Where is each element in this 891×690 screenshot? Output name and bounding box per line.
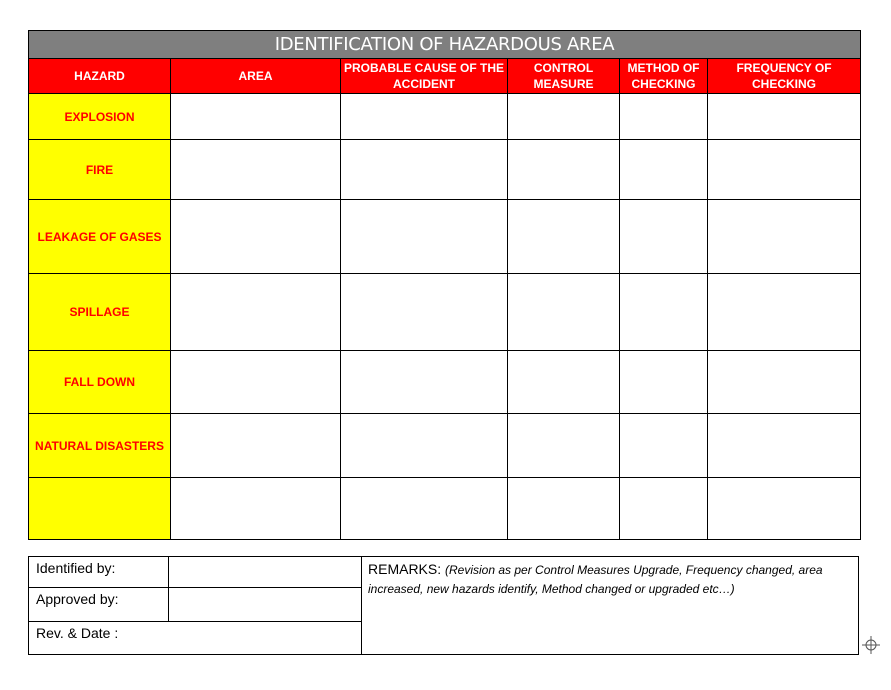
hazard-cell: SPILLAGE (29, 274, 171, 351)
area-cell[interactable] (171, 351, 341, 414)
cause-cell[interactable] (341, 351, 508, 414)
column-header-control-measure: CONTROL MEASURE (508, 59, 620, 94)
column-header-probable-cause: PROBABLE CAUSE OF THE ACCIDENT (341, 59, 508, 94)
method-cell[interactable] (620, 274, 708, 351)
table-row (29, 94, 861, 140)
remarks-box[interactable] (362, 557, 859, 655)
approved-by-label: Approved by: (29, 588, 169, 622)
cause-cell[interactable] (341, 140, 508, 200)
column-header-hazard: HAZARD (29, 59, 171, 94)
table-row (29, 478, 861, 540)
control-cell[interactable] (508, 200, 620, 274)
column-header-method-of-checking: METHOD OF CHECKING (620, 59, 708, 94)
control-cell[interactable] (508, 478, 620, 540)
table-title: IDENTIFICATION OF HAZARDOUS AREA (29, 31, 861, 59)
frequency-cell[interactable] (708, 478, 861, 540)
rev-date-label[interactable]: Rev. & Date : (29, 622, 362, 655)
signoff-table (28, 556, 859, 655)
column-header-frequency-of-checking: FREQUENCY OF CHECKING (708, 59, 861, 94)
method-cell[interactable] (620, 414, 708, 478)
identified-by-label: Identified by: (29, 557, 169, 588)
area-cell[interactable] (171, 140, 341, 200)
table-row (29, 414, 861, 478)
frequency-cell[interactable] (708, 200, 861, 274)
control-cell[interactable] (508, 414, 620, 478)
control-cell[interactable] (508, 351, 620, 414)
control-cell[interactable] (508, 140, 620, 200)
approved-by-field[interactable] (169, 588, 362, 622)
hazard-cell: EXPLOSION (29, 94, 171, 140)
table-row (29, 351, 861, 414)
frequency-cell[interactable] (708, 414, 861, 478)
method-cell[interactable] (620, 200, 708, 274)
header-row (29, 59, 861, 94)
identified-row (29, 557, 859, 588)
cause-cell[interactable] (341, 94, 508, 140)
remarks-label: REMARKS: (368, 561, 442, 577)
hazard-table (28, 30, 861, 540)
table-row (29, 274, 861, 351)
frequency-cell[interactable] (708, 274, 861, 351)
crosshair-icon (862, 636, 880, 654)
hazard-cell: FIRE (29, 140, 171, 200)
cause-cell[interactable] (341, 274, 508, 351)
method-cell[interactable] (620, 351, 708, 414)
table-row (29, 200, 861, 274)
frequency-cell[interactable] (708, 140, 861, 200)
frequency-cell[interactable] (708, 94, 861, 140)
hazard-cell: NATURAL DISASTERS (29, 414, 171, 478)
method-cell[interactable] (620, 478, 708, 540)
area-cell[interactable] (171, 274, 341, 351)
frequency-cell[interactable] (708, 351, 861, 414)
area-cell[interactable] (171, 94, 341, 140)
area-cell[interactable] (171, 200, 341, 274)
remarks-note: (Revision as per Control Measures Upgrade, Frequency changed, area increased, new hazards identify, Method changed or upgraded etc…) (368, 563, 823, 596)
cause-cell[interactable] (341, 200, 508, 274)
control-cell[interactable] (508, 274, 620, 351)
column-header-area: AREA (171, 59, 341, 94)
table-row (29, 140, 861, 200)
title-row (29, 31, 861, 59)
method-cell[interactable] (620, 94, 708, 140)
hazard-cell: LEAKAGE OF GASES (29, 200, 171, 274)
control-cell[interactable] (508, 94, 620, 140)
method-cell[interactable] (620, 140, 708, 200)
cause-cell[interactable] (341, 414, 508, 478)
area-cell[interactable] (171, 478, 341, 540)
area-cell[interactable] (171, 414, 341, 478)
identified-by-field[interactable] (169, 557, 362, 588)
cause-cell[interactable] (341, 478, 508, 540)
hazard-cell: FALL DOWN (29, 351, 171, 414)
hazard-cell[interactable] (29, 478, 171, 540)
